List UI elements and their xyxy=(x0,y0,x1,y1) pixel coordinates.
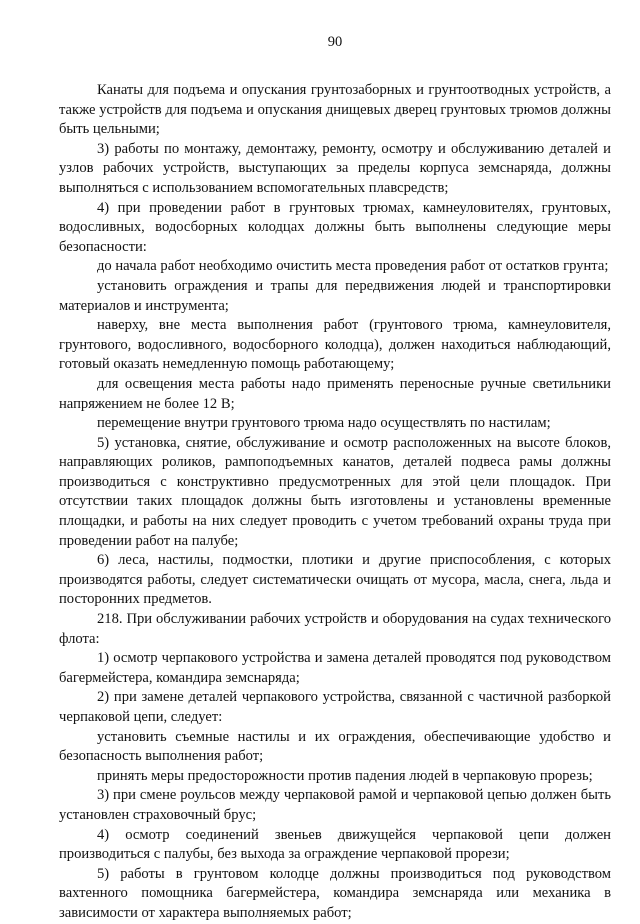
paragraph: 4) при проведении работ в грунтовых трюмах, камнеуловителях, грунтовых, водосливных, водосборных колодцах должны быть выполнены следующие меры безопасности: xyxy=(59,199,611,255)
section-paragraph-218: 218. При обслуживании рабочих устройств и оборудования на судах технического флота: xyxy=(59,611,611,647)
paragraph: установить съемные настилы и их ограждения, обеспечивающие удобство и безопасность выполнения работ; xyxy=(59,728,611,765)
paragraph: 2) при замене деталей черпакового устройства, связанной с частичной разборкой черпаковой цепи, следует: xyxy=(59,689,611,725)
paragraph: принять меры предосторожности против падения людей в черпаковую прорезь; xyxy=(97,767,593,784)
paragraph: 1) осмотр черпакового устройства и замена деталей проводятся под руководством багермейстера, командира земснаряда; xyxy=(59,650,611,686)
paragraph: установить ограждения и трапы для передвижения людей и транспортировки материалов и инструмента; xyxy=(59,277,611,314)
paragraph: Канаты для подъема и опускания грунтозаборных и грунтоотводных устройств, а также устройств для подъема и опускания днищевых дверец грунтовых трюмов должны быть цельными; xyxy=(59,82,611,138)
paragraph: до начала работ необходимо очистить места проведения работ от остатков грунта; xyxy=(97,258,609,275)
paragraph: 5) работы в грунтовом колодце должны производиться под руководством вахтенного помощника багермейстера, командира земснаряда или механика в зависимости от характера выполняемых работ; xyxy=(59,865,611,921)
document-body xyxy=(59,81,611,924)
page-number: 90 xyxy=(327,34,343,50)
paragraph: 3) при смене роульсов между черпаковой рамой и черпаковой цепью должен быть установлен страховочный брус; xyxy=(59,787,611,823)
paragraph: 4) осмотр соединений звеньев движущейся черпаковой цепи должен производиться с палубы, без выхода за ограждение черпаковой прорези; xyxy=(59,826,611,863)
paragraph: наверху, вне места выполнения работ (грунтового трюма, камнеуловителя, грунтового, водосливного, водосборного колодца), должен находиться наблюдающий, готовый оказать немедленную помощь работающему; xyxy=(59,317,611,373)
paragraph: 5) установка, снятие, обслуживание и осмотр расположенных на высоте блоков, направляющих роликов, рампоподъемных канатов, деталей подвеса рамы должны производиться с конструктивно предусмотренных для этой цели площадок. При отсутствии таких площадок должны быть изготовлены и установлены временные площадки, и работы на них следует проводить с учетом требований охраны труда при проведении работ на палубе; xyxy=(59,434,611,549)
paragraph: перемещение внутри грунтового трюма надо осуществлять по настилам; xyxy=(97,415,551,432)
paragraph: для освещения места работы надо применять переносные ручные светильники напряжением не более 12 В; xyxy=(59,375,611,412)
paragraph: 3) работы по монтажу, демонтажу, ремонту, осмотру и обслуживанию деталей и узлов рабочих устройств, выступающих за пределы корпуса земснаряда, должны выполняться с использованием вспомогательных плавсредств; xyxy=(59,140,611,196)
paragraph: 6) леса, настилы, подмостки, плотики и другие приспособления, с которых производятся работы, следует систематически очищать от мусора, масла, снега, льда и посторонних предметов. xyxy=(59,552,611,608)
